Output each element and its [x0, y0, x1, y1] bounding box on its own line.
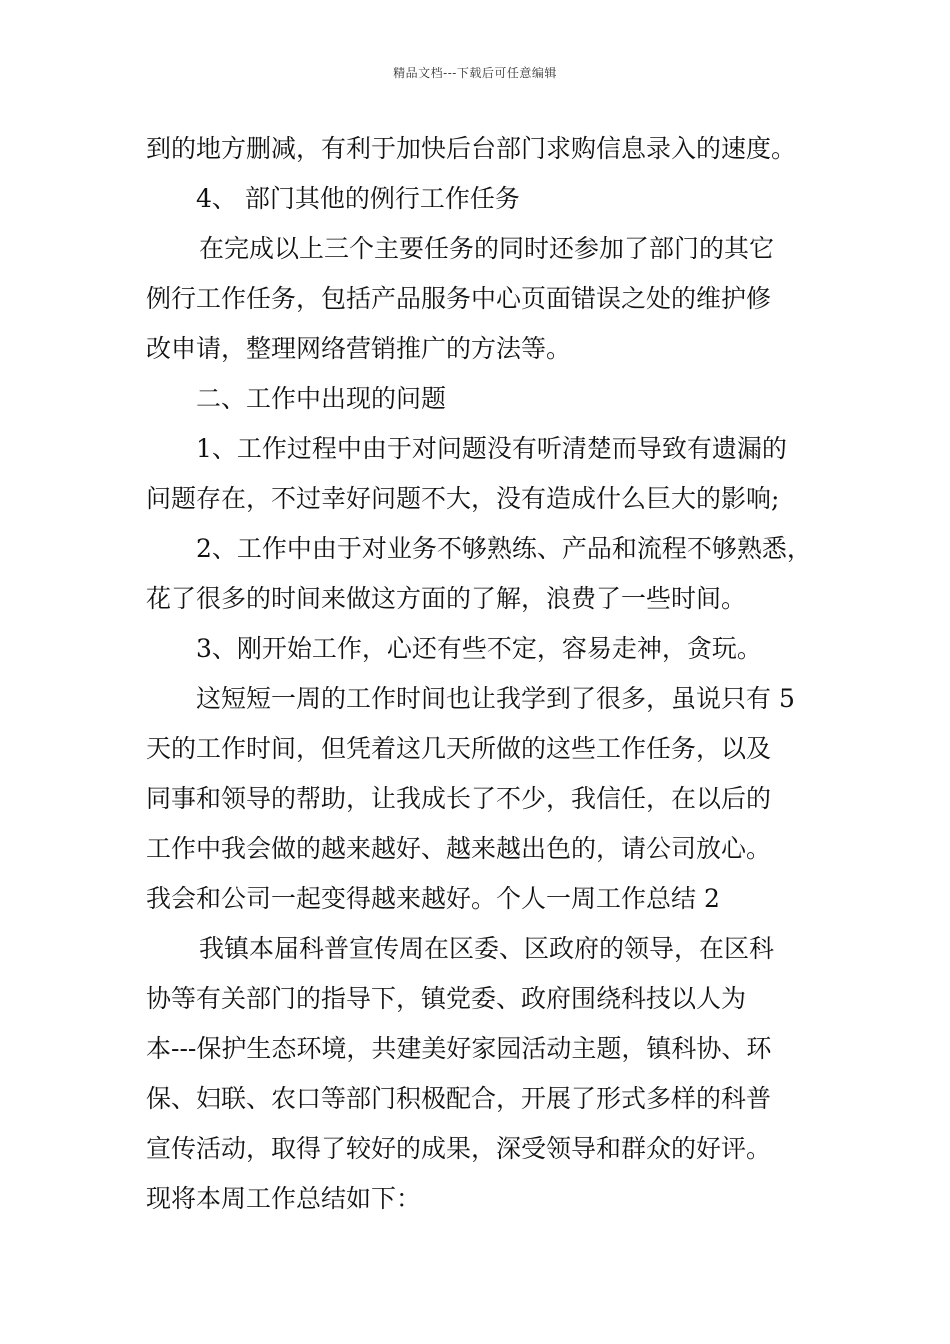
text-line: 协等有关部门的指导下，镇党委、政府围绕科技以人为	[146, 984, 747, 1013]
text-line: 1、工作过程中由于对问题没有听清楚而导致有遗漏的	[196, 434, 787, 463]
text-line: 天的工作时间，但凭着这几天所做的这些工作任务，以及	[146, 734, 772, 763]
text-line: 本---保护生态环境，共建美好家园活动主题，镇科协、环	[146, 1034, 772, 1063]
text-line: 这短短一周的工作时间也让我学到了很多，虽说只有 5	[196, 684, 795, 713]
text-line: 宣传活动，取得了较好的成果，深受领导和群众的好评。	[146, 1134, 772, 1163]
text-line: 在完成以上三个主要任务的同时还参加了部门的其它	[199, 234, 775, 263]
text-line: 保、妇联、农口等部门积极配合，开展了形式多样的科普	[146, 1084, 772, 1113]
text-line: 问题存在，不过幸好问题不大，没有造成什么巨大的影响;	[146, 484, 780, 513]
text-line: 我会和公司一起变得越来越好。个人一周工作总结 2	[146, 884, 720, 913]
text-line: 改申请，整理网络营销推广的方法等。	[146, 334, 572, 363]
text-line: 4、 部门其他的例行工作任务	[196, 184, 520, 213]
text-line: 现将本周工作总结如下：	[146, 1184, 422, 1213]
text-line: 工作中我会做的越来越好、越来越出色的，请公司放心。	[146, 834, 772, 863]
text-line: 二、工作中出现的问题	[196, 384, 447, 413]
text-line: 2、工作中由于对业务不够熟练、产品和流程不够熟悉，	[196, 534, 812, 563]
text-line: 我镇本届科普宣传周在区委、区政府的领导，在区科	[199, 934, 775, 963]
text-line: 同事和领导的帮助，让我成长了不少，我信任，在以后的	[146, 784, 772, 813]
text-line: 到的地方删减，有利于加快后台部门求购信息录入的速度。	[146, 134, 797, 163]
text-line: 3、刚开始工作，心还有些不定，容易走神，贪玩。	[196, 634, 762, 663]
text-line: 花了很多的时间来做这方面的了解，浪费了一些时间。	[146, 584, 747, 613]
page-header: 精品文档---下载后可任意编辑	[393, 66, 557, 80]
text-line: 例行工作任务，包括产品服务中心页面错误之处的维护修	[146, 284, 772, 313]
